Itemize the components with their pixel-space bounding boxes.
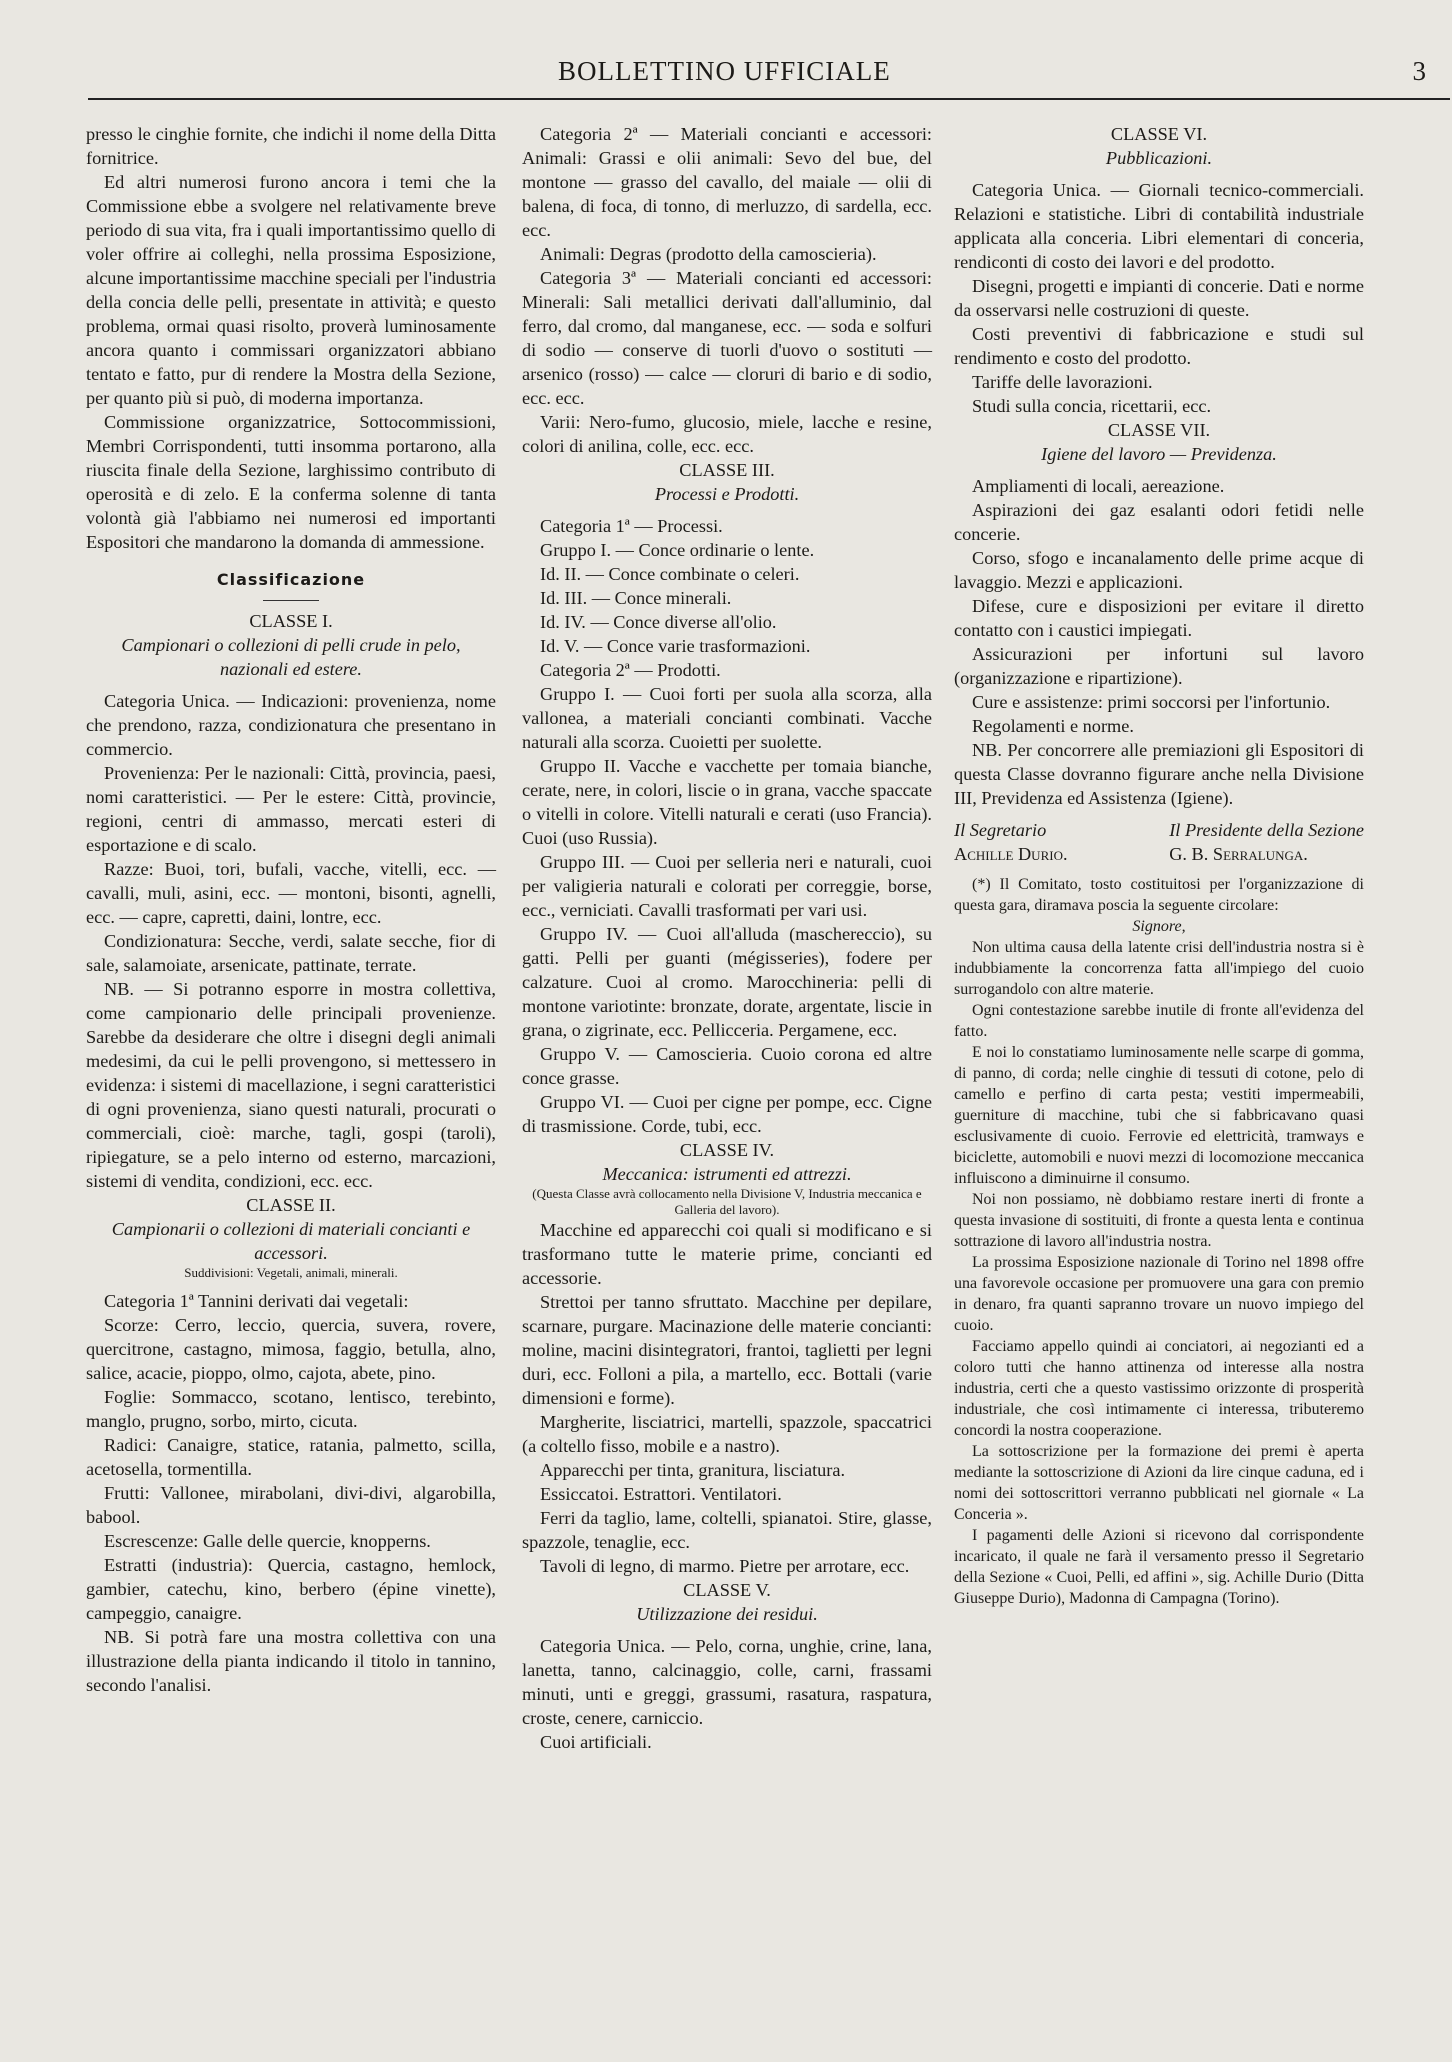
signature-name: G. B. Serralunga. xyxy=(1169,844,1308,864)
spacer xyxy=(954,810,1364,818)
paragraph: Frutti: Vallonee, mirabolani, divi-divi, algarobilla, babool. xyxy=(86,1483,496,1527)
class-subtitle: Campionari o collezioni di pelli crude in pelo, nazionali ed estere. xyxy=(121,635,461,679)
spacer xyxy=(522,1626,932,1634)
section-heading: Classificazione xyxy=(216,570,366,589)
list-item: Gruppo I. — Conce ordinarie o lente. xyxy=(540,540,815,560)
list-item: Id. V. — Conce varie trasformazioni. xyxy=(540,636,811,656)
paragraph: presso le cinghie fornite, che indichi il nome della Ditta fornitrice. xyxy=(86,124,496,168)
paragraph: Disegni, progetti e impianti di concerie. Dati e norme da osservarsi nelle costruzioni di queste. xyxy=(954,276,1364,320)
spacer xyxy=(954,170,1364,178)
paragraph: I pagamenti delle Azioni si ricevono dal corrispondente incaricato, il quale ne farà il versamento presso il Segretario della Sezione « Cuoi, Pelli, ed affini », sig. Achille Durio (Ditta Giuseppe Durio), Madonna di Campagna (Torino). xyxy=(954,1527,1364,1607)
paragraph: NB. — Si potranno esporre in mostra collettiva, come campionario delle principali provenienze. Sarebbe da desiderare che oltre i disegni degli animali medesimi, da cui le pelli provengono, si mettessero in evidenza: i sistemi di macellazione, i segni caratteristici di ogni provenienza, siano questi naturali, procurati o commerciali, cioè: marche, tagli, gospi (taroli), ripiegature, se a pelo interno od esterno, marcazioni, sistemi di vendita, condizioni, ecc. ecc. xyxy=(86,979,496,1191)
class-title: CLASSE V. xyxy=(683,1580,771,1600)
paragraph: Regolamenti e norme. xyxy=(972,716,1134,736)
paragraph: Aspirazioni dei gaz esalanti odori fetidi nelle concerie. xyxy=(954,500,1364,544)
paragraph: Condizionatura: Secche, verdi, salate secche, fior di sale, salamoiate, arsenicate, pattinate, terrate. xyxy=(86,931,496,975)
paragraph: Non ultima causa della latente crisi dell'industria nostra si è indubbiamente la concorrenza fatta all'impiego del cuoio surrogandolo con altre materie. xyxy=(954,939,1364,998)
signature-name: Achille Durio. xyxy=(954,844,1068,864)
paragraph: Categoria Unica. — Indicazioni: provenienza, nome che prendono, razza, condizionatura che presentano in commercio. xyxy=(86,691,496,759)
paragraph: Ampliamenti di locali, aereazione. xyxy=(972,476,1225,496)
paragraph: Ed altri numerosi furono ancora i temi che la Commissione ebbe a svolgere nel relativamente breve periodo di sua vita, fra i quali importantissimo quello di voler offrire ai colleghi, nella prossima Esposizione, alcune importantissime macchine speciali per l'industria della concia delle pelli, presentate in attività; e questo problema, ormai quasi risolto, proverà luminosamente ancora quanto i commissari organizzatori abbiano tentato e fatto, pur di rendere la Mostra della Sezione, per quanto più si può, di moderna importanza. xyxy=(86,172,496,408)
paragraph: Costi preventivi di fabbricazione e studi sul rendimento e costo del prodotto. xyxy=(954,324,1364,368)
paragraph: Tariffe delle lavorazioni. xyxy=(972,372,1153,392)
signature-left xyxy=(954,818,1068,866)
paragraph: Escrescenze: Galle delle quercie, knopperns. xyxy=(104,1531,431,1551)
paragraph: Animali: Degras (prodotto della camoscieria). xyxy=(540,244,877,264)
paragraph: Radici: Canaigre, statice, ratania, palmetto, scilla, acetosella, tormentilla. xyxy=(86,1435,496,1479)
paragraph: Gruppo IV. — Cuoi all'alluda (maschereccio), su gatti. Pelli per guanti (mégisseries), fodere per calzature. Cuoi al cromo. Marocchineria: pelli di montone variotinte: bronzate, dorate, argentate, liscie in grana, o zigrinate, ecc. Pellicceria. Pergamene, ecc. xyxy=(522,924,932,1040)
column-1 xyxy=(86,122,496,1697)
class-subtitle: Igiene del lavoro — Previdenza. xyxy=(1041,444,1277,464)
paragraph: Categoria 1ª Tannini derivati dai vegetali: xyxy=(104,1291,409,1311)
paragraph: Difese, cure e disposizioni per evitare il diretto contatto con i caustici impiegati. xyxy=(954,596,1364,640)
footnote-letter xyxy=(954,874,1364,1609)
page-number: 3 xyxy=(1412,56,1426,86)
signature-role: Il Presidente della Sezione xyxy=(1169,820,1364,840)
column-3 xyxy=(954,122,1364,1609)
class-note: Suddivisioni: Vegetali, animali, minerali. xyxy=(184,1265,398,1280)
paragraph: Estratti (industria): Quercia, castagno, hemlock, gambier, catechu, kino, berbero (épine vinette), campeggio, canaigre. xyxy=(86,1555,496,1623)
list-item: Id. II. — Conce combinate o celeri. xyxy=(540,564,800,584)
paragraph: Provenienza: Per le nazionali: Città, provincia, paesi, nomi caratteristici. — Per le estere: Città, provincie, regioni, centri di ammasso, mercati esteri di esportazione e di scalo. xyxy=(86,763,496,855)
paragraph: NB. Si potrà fare una mostra collettiva con una illustrazione della pianta indicando il titolo in tannino, secondo l'analisi. xyxy=(86,1627,496,1695)
header-rule xyxy=(88,98,1450,100)
paragraph: La prossima Esposizione nazionale di Torino nel 1898 offre una favorevole occasione per promuovere una gara con premio in denaro, fra quanti sapranno trovare un nuovo impiego del cuoio. xyxy=(954,1254,1364,1334)
paragraph: Ogni contestazione sarebbe inutile di fronte all'evidenza del fatto. xyxy=(954,1002,1364,1040)
class-subtitle: Meccanica: istrumenti ed attrezzi. xyxy=(602,1164,852,1184)
page-header xyxy=(88,52,1450,92)
paragraph: Gruppo I. — Cuoi forti per suola alla scorza, alla vallonea, a materiali concianti combinati. Vacche naturali alla scorza. Cuoietti per suolette. xyxy=(522,684,932,752)
paragraph: Essiccatoi. Estrattori. Ventilatori. xyxy=(540,1484,782,1504)
paragraph: La sottoscrizione per la formazione dei premi è aperta mediante la sottoscrizione di Azioni da lire cinque caduna, ed i nomi dei sottoscrittori verranno pubblicati nel giornale « La Conceria ». xyxy=(954,1443,1364,1523)
spacer xyxy=(954,866,1364,874)
spacer xyxy=(86,1281,496,1289)
paragraph: Scorze: Cerro, leccio, quercia, suvera, rovere, quercitrone, castagno, mimosa, faggio, betulla, alno, salice, acacie, pioppo, olmo, cajota, abete, pino. xyxy=(86,1315,496,1383)
paragraph: Cuoi artificiali. xyxy=(540,1732,652,1752)
paragraph: Gruppo VI. — Cuoi per cigne per pompe, ecc. Cigne di trasmissione. Corde, tubi, ecc. xyxy=(522,1092,932,1136)
class-subtitle: Pubblicazioni. xyxy=(1105,148,1213,168)
class-title: CLASSE I. xyxy=(249,611,333,631)
signature-block xyxy=(954,818,1364,866)
divider xyxy=(263,600,319,601)
paragraph: Gruppo III. — Cuoi per selleria neri e naturali, cuoi per valigieria naturali e colorati per correggie, borse, ecc., verniciati. Cavalli trasformati per vari usi. xyxy=(522,852,932,920)
page-title: BOLLETTINO UFFICIALE xyxy=(558,56,891,86)
paragraph: Cure e assistenze: primi soccorsi per l'infortunio. xyxy=(972,692,1331,712)
class-title: CLASSE III. xyxy=(679,460,775,480)
paragraph: Margherite, lisciatrici, martelli, spazzole, spaccatrici (a coltello fisso, mobile e a nastro). xyxy=(522,1412,932,1456)
paragraph: Categoria 2ª — Materiali concianti e accessori: Animali: Grassi e olii animali: Sevo del bue, del montone — grasso del cavallo, del maiale — olii di balena, di foca, di tonno, di merluzzo, di sardella, ecc. ecc. xyxy=(522,124,932,240)
class-title: CLASSE IV. xyxy=(679,1140,775,1160)
list-item: Categoria 1ª — Processi. xyxy=(540,516,723,536)
paragraph: Studi sulla concia, ricettarii, ecc. xyxy=(972,396,1212,416)
paragraph: (*) Il Comitato, tosto costituitosi per l'organizzazione di questa gara, diramava poscia la seguente circolare: xyxy=(954,876,1364,914)
paragraph: Gruppo II. Vacche e vacchette per tomaia bianche, cerate, nere, in colori, liscie o in grana, vacche spaccate o vitelli in colore. Vitelli naturali e cerati (uso Francia). Cuoi (uso Russia). xyxy=(522,756,932,848)
class-title: CLASSE VII. xyxy=(1107,420,1211,440)
paragraph: Categoria Unica. — Giornali tecnico-commerciali. Relazioni e statistiche. Libri di contabilità industriale applicata alla conceria. Libri elementari di conceria, rendiconti di costo dei lavori e del prodotto. xyxy=(954,180,1364,272)
signature-right xyxy=(1169,818,1364,866)
paragraph: Apparecchi per tinta, granitura, lisciatura. xyxy=(540,1460,846,1480)
list-item: Id. III. — Conce minerali. xyxy=(540,588,732,608)
paragraph: Corso, sfogo e incanalamento delle prime acque di lavaggio. Mezzi e applicazioni. xyxy=(954,548,1364,592)
spacer xyxy=(522,506,932,514)
column-2 xyxy=(522,122,932,1754)
letter-salutation: Signore, xyxy=(1132,918,1186,935)
paragraph: Noi non possiamo, nè dobbiamo restare inerti di fronte a questa invasione di sostituiti, di fronte a questa lenta e continua sottrazione di lavoro all'industria nostra. xyxy=(954,1191,1364,1250)
paragraph: Foglie: Sommacco, scotano, lentisco, terebinto, manglo, prugno, sorbo, mirto, cicuta. xyxy=(86,1387,496,1431)
class-note: (Questa Classe avrà collocamento nella Divisione V, Industria meccanica e Galleria del lavoro). xyxy=(532,1186,922,1217)
paragraph: Categoria 3ª — Materiali concianti ed accessori: Minerali: Sali metallici derivati dall'alluminio, dal ferro, dal cromo, dal manganese, ecc. — soda e solfuri di sodio — conserve di tuorli d'uovo o sostituti — arsenico (rosso) — calce — cloruri di bario e di sodio, ecc. ecc. xyxy=(522,268,932,408)
paragraph: Razze: Buoi, tori, bufali, vacche, vitelli, ecc. — cavalli, muli, asini, ecc. — montoni, bisonti, agnelli, ecc. — capre, capretti, daini, lontre, ecc. xyxy=(86,859,496,927)
list-item: Id. IV. — Conce diverse all'olio. xyxy=(540,612,777,632)
paragraph: Ferri da taglio, lame, coltelli, spianatoi. Stire, glasse, spazzole, tenaglie, ecc. xyxy=(522,1508,932,1552)
paragraph: Categoria Unica. — Pelo, corna, unghie, crine, lana, lanetta, tanno, calcinaggio, colle, carni, frassami minuti, unti e greggi, grassumi, rasatura, raspatura, croste, cenere, carniccio. xyxy=(522,1636,932,1728)
class-subtitle: Campionarii o collezioni di materiali concianti e accessori. xyxy=(111,1219,471,1263)
class-title: CLASSE II. xyxy=(246,1195,336,1215)
paragraph: Tavoli di legno, di marmo. Pietre per arrotare, ecc. xyxy=(540,1556,910,1576)
paragraph: Assicurazioni per infortuni sul lavoro (organizzazione e ripartizione). xyxy=(954,644,1364,688)
class-subtitle: Processi e Prodotti. xyxy=(654,484,800,504)
paragraph: Macchine ed apparecchi coi quali si modificano e si trasformano tutte le materie prime, concianti ed accessorie. xyxy=(522,1220,932,1288)
paragraph: Facciamo appello quindi ai conciatori, ai negozianti ed a coloro tutti che hanno attinenza od interesse alla nostra industria, certi che a questo vastissimo orizzonte di prosperità industriale, che così intimamente ci interessa, tributeremo concordi la nostra cooperazione. xyxy=(954,1338,1364,1439)
class-subtitle: Utilizzazione dei residui. xyxy=(636,1604,818,1624)
class-title: CLASSE VI. xyxy=(1110,124,1208,144)
paragraph: Varii: Nero-fumo, glucosio, miele, lacche e resine, colori di anilina, colle, ecc. ecc. xyxy=(522,412,932,456)
paragraph: Commissione organizzatrice, Sottocommissioni, Membri Corrispondenti, tutti insomma portarono, alla riuscita finale della Sezione, larghissimo contributo di operosità e di zelo. E la conferma solenne di tanta volontà già l'abbiamo nei numerosi ed importanti Espositori che mandarono la domanda di ammessione. xyxy=(86,412,496,552)
paragraph: Gruppo V. — Camoscieria. Cuoio corona ed altre conce grasse. xyxy=(522,1044,932,1088)
paragraph: Strettoi per tanno sfruttato. Macchine per depilare, scarnare, purgare. Macinazione delle materie concianti: moline, macini disintegratori, frantoi, taglietti per legni duri, ecc. Folloni a pila, a martello, ecc. Bottali (varie dimensioni e forme). xyxy=(522,1292,932,1408)
paragraph: E noi lo constatiamo luminosamente nelle scarpe di gomma, di panno, di corda; nelle cinghie di tessuti di cotone, pelo di camello e perfino di carta pesta; vestiti impermeabili, guerniture di macchine, tubi che si fabbricavano quasi esclusivamente di cuoio. Ferrovie ed elettricità, tramways e biciclette, automobili e nuovi mezzi di locomozione meccanica influiscono a diminuirne il consumo. xyxy=(954,1044,1364,1187)
paragraph: NB. Per concorrere alle premiazioni gli Espositori di questa Classe dovranno figurare anche nella Divisione III, Previdenza ed Assistenza (Igiene). xyxy=(954,740,1364,808)
spacer xyxy=(86,681,496,689)
list-item: Categoria 2ª — Prodotti. xyxy=(540,660,721,680)
signature-role: Il Segretario xyxy=(954,820,1047,840)
spacer xyxy=(954,466,1364,474)
